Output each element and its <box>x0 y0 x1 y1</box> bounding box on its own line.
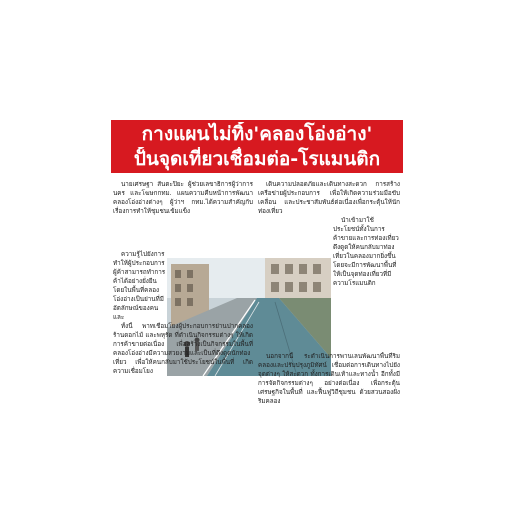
article-paragraph: เดินความปลอดภัยและเดินทางสะดวก การสร้างเครือข่ายผู้ประกอบการ เพื่อให้เกิดความร่วมมือขับเคลื่อน และประชาสัมพันธ์ต่อเนื่องเพื่อกระตุ้นให้นักท่องเที่ยว <box>258 181 400 215</box>
article-column-right-top <box>258 180 400 216</box>
article-paragraph: ทั้งนี้ พาทเชื่อมโยงผู้ประกอบการย่านปากคลอง ร้านดอกไม้ และพหุรัด ที่ดำเนินกิจกรรมต่างๆ ให้เกิดการค้าขายต่อเนื่อง เพื่อสร้างเป็นกิจกรรมในพื้นที่ คลองโอ่งอ่างมีความสวยงามและเป็นที่ดึงดูดนักท่องเที่ยว เพื่อให้คนกลับมาใช้ประโยชน์ในพื้นที่ เกิดความเชื่อมโยง <box>113 323 253 375</box>
article-column-left-top <box>113 180 253 250</box>
headline-banner <box>111 120 403 173</box>
article-paragraph: นอกจากนี้ ระดำเนินการพานเลนพัฒนาพื้นที่ริมคลองและปรับปรุงภูมิทัศน์ เชื่อมต่อการเดินทางไปยังจุดต่างๆ ให้สะดวก ทั้งการเดินเท้าและทางน้ำ อีกทั้งมีการจัดกิจกรรมต่างๆ อย่างต่อเนื่อง เพื่อกระตุ้นเศรษฐกิจในพื้นที่ และฟื้นฟูวิถีชุมชน ด้วยสวนสองฝั่งริมคลอง <box>258 353 400 405</box>
article-paragraph: นายเศรษฐา สันตะปิยะ ผู้ช่วยเลขาธิการผู้ว่าการนคร และโฆษกกทม. แผนความคืบหน้าการพัฒนาคลองโอ่งอ่างต่างๆ ผู้ว่าฯ กทม.ได้ความสำคัญกับเรื่องการทำให้ชุมชนเข้มแข็ง <box>113 181 253 215</box>
headline-line-1: กางแผนไม่ทิ้ง'คลองโอ่งอ่าง' <box>141 123 373 145</box>
headline-line-2: ปั้นจุดเที่ยวเชื่อมต่อ-โรแมนติก <box>133 148 381 170</box>
article-paragraph: ความรู้ไปยังการทำให้ผู้ประกอบการ ผู้ค้าสามารถทำการค้าได้อย่างยั่งยืน โดยในพื้นที่คลองโอ่งอ่างเป็นย่านที่มีอัตลักษณ์ของคนและ <box>113 251 166 321</box>
newspaper-clipping <box>107 120 404 418</box>
article-column-left-side <box>113 250 166 322</box>
article-column-right-side <box>333 216 400 352</box>
article-column-left-bottom <box>113 322 253 416</box>
article-paragraph: นำเข้ามาใช้ประโยชน์ทั้งในการค้าขายและการท่องเที่ยว ดึงดูดให้คนกลับมาท่องเที่ยวในคลองมากยิ่งขึ้น โดยจะมีการพัฒนาพื้นที่ให้เป็นจุดท่องเที่ยวที่มีความโรแมนติก <box>333 217 399 287</box>
article-column-right-bottom <box>258 352 400 416</box>
